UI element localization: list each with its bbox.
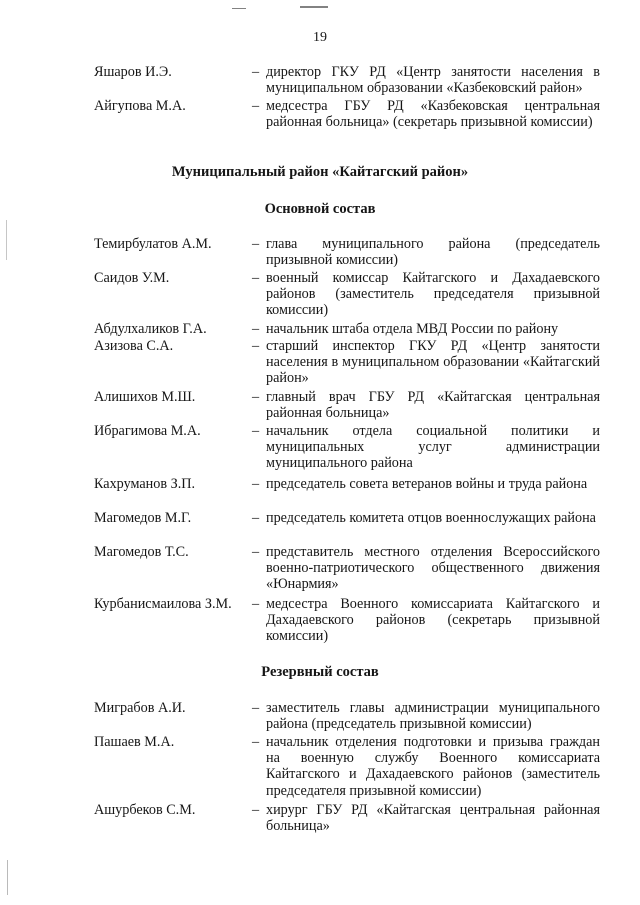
member-role: директор ГКУ РД «Центр занятости населения в муниципальном образовании «Казбековский район» bbox=[266, 64, 600, 97]
member-name: Курбанисмаилова З.М. bbox=[94, 596, 232, 612]
member-role: начальник отдела социальной политики и муниципальных услуг администрации муниципального района bbox=[266, 423, 600, 472]
member-role: председатель комитета отцов военнослужащих района bbox=[266, 510, 596, 526]
member-name: Ашурбеков С.М. bbox=[94, 802, 196, 818]
member-role: начальник отделения подготовки и призыва граждан на военную службу Военного комиссариата Кайтагского и Дахадаевского районов (заместитель председателя призывной комиссии) bbox=[266, 734, 600, 799]
dash: – bbox=[252, 64, 260, 80]
member-name: Айгупова М.А. bbox=[94, 98, 186, 114]
member-role: военный комиссар Кайтагского и Дахадаевского районов (заместитель председателя призывной комиссии) bbox=[266, 270, 600, 319]
dash: – bbox=[252, 236, 260, 252]
member-name: Саидов У.М. bbox=[94, 270, 170, 286]
member-name: Алишихов М.Ш. bbox=[94, 389, 196, 405]
dash: – bbox=[252, 98, 260, 114]
scan-artifact-top-left bbox=[232, 8, 246, 9]
member-role: председатель совета ветеранов войны и труда района bbox=[266, 476, 588, 492]
dash: – bbox=[252, 596, 260, 612]
member-role: начальник штаба отдела МВД России по району bbox=[266, 321, 559, 337]
district-heading: Муниципальный район «Кайтагский район» bbox=[171, 164, 469, 180]
page-number: 19 bbox=[313, 30, 327, 45]
dash: – bbox=[252, 476, 260, 492]
dash: – bbox=[252, 700, 260, 716]
dash: – bbox=[252, 321, 260, 337]
member-role: хирург ГБУ РД «Кайтагская центральная районная больница» bbox=[266, 802, 600, 835]
member-name: Яшаров И.Э. bbox=[94, 64, 172, 80]
member-name: Магомедов Т.С. bbox=[94, 544, 189, 560]
dash: – bbox=[252, 423, 260, 439]
dash: – bbox=[252, 270, 260, 286]
member-name: Миграбов А.И. bbox=[94, 700, 186, 716]
main-composition-heading: Основной состав bbox=[264, 201, 376, 217]
scan-artifact-top bbox=[300, 6, 328, 8]
reserve-composition-heading: Резервный состав bbox=[261, 664, 379, 680]
member-role: главный врач ГБУ РД «Кайтагская центральная районная больница» bbox=[266, 389, 600, 422]
dash: – bbox=[252, 338, 260, 354]
member-name: Темирбулатов А.М. bbox=[94, 236, 212, 252]
member-role: медсестра ГБУ РД «Казбековская центральная районная больница» (секретарь призывной комиссии) bbox=[266, 98, 600, 131]
member-name: Азизова С.А. bbox=[94, 338, 174, 354]
member-role: представитель местного отделения Всероссийского военно-патриотического общественного движения «Юнармия» bbox=[266, 544, 600, 593]
member-name: Кахруманов З.П. bbox=[94, 476, 196, 492]
member-role: заместитель главы администрации муниципального района (председатель призывной комиссии) bbox=[266, 700, 600, 733]
dash: – bbox=[252, 389, 260, 405]
member-name: Магомедов М.Г. bbox=[94, 510, 192, 526]
member-name: Абдулхаликов Г.А. bbox=[94, 321, 207, 337]
dash: – bbox=[252, 544, 260, 560]
scan-artifact-left-edge bbox=[6, 220, 7, 260]
scan-artifact-left-edge-bottom bbox=[7, 860, 8, 895]
member-role: глава муниципального района (председатель призывной комиссии) bbox=[266, 236, 600, 269]
member-role: старший инспектор ГКУ РД «Центр занятости населения в муниципальном образовании «Кайтагский район» bbox=[266, 338, 600, 387]
dash: – bbox=[252, 802, 260, 818]
member-name: Пашаев М.А. bbox=[94, 734, 175, 750]
dash: – bbox=[252, 510, 260, 526]
member-role: медсестра Военного комиссариата Кайтагского и Дахадаевского районов (секретарь призывной комиссии) bbox=[266, 596, 600, 645]
member-name: Ибрагимова М.А. bbox=[94, 423, 201, 439]
dash: – bbox=[252, 734, 260, 750]
